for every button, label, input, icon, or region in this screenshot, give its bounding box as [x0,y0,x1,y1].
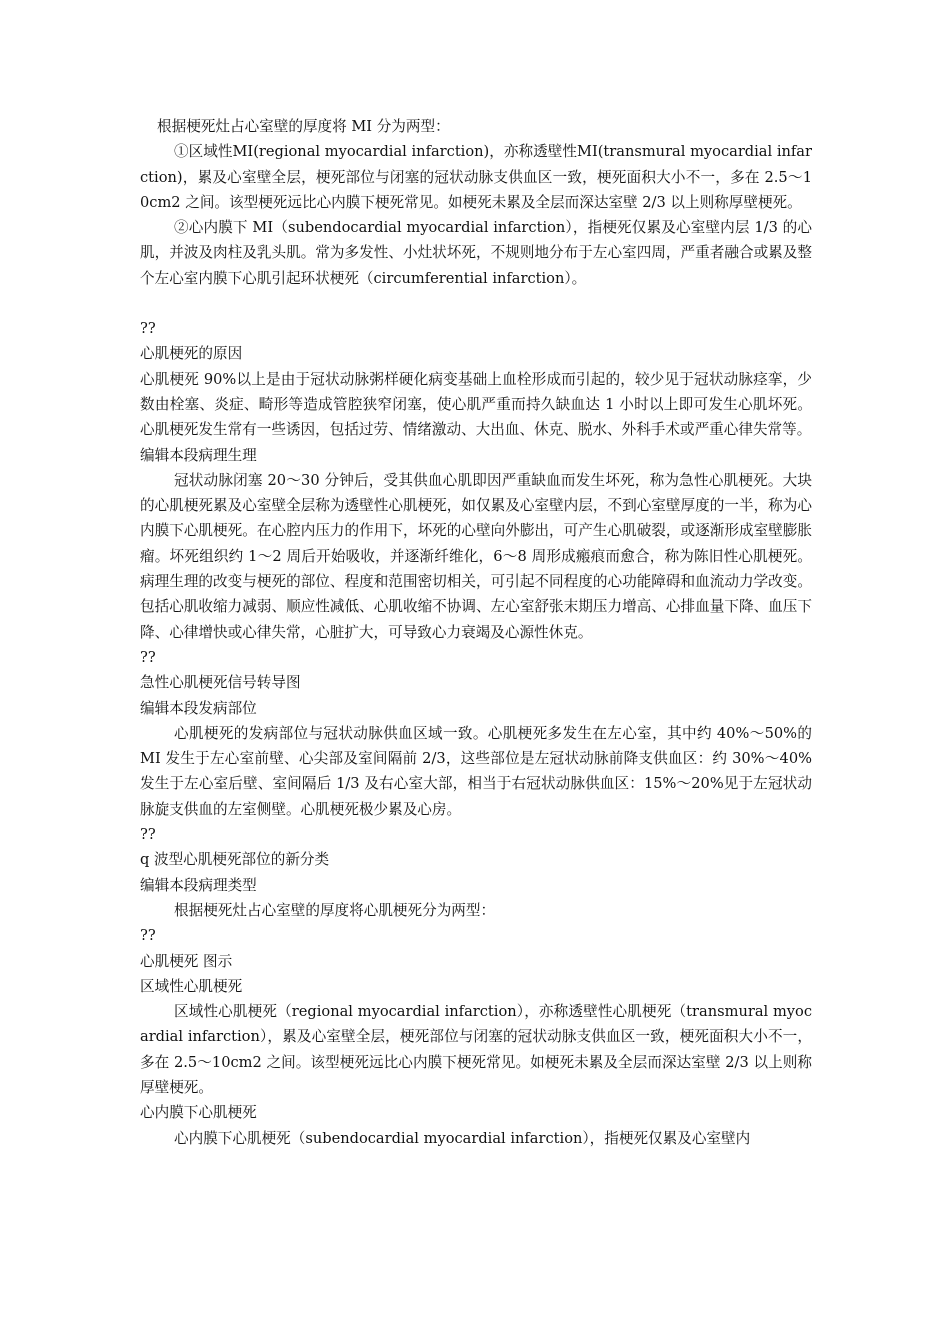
text-line: 区域性心肌梗死 [140,977,243,995]
text-line: 心肌梗死 图示 [140,952,233,970]
text-line: 编辑本段病理类型 [140,876,257,894]
body-paragraph: 冠状动脉闭塞 20～30 分钟后，受其供血心肌即因严重缺血而发生坏死，称为急性心肌梗死。大块的心肌梗死累及心室壁全层称为透壁性心肌梗死，如仅累及心室壁内层，不到心室壁厚度的一半，称为心内膜下心肌梗死。在心腔内压力的作用下，坏死的心壁向外膨出，可产生心肌破裂，或逐渐形成室壁膨胀瘤。坏死组织约 1～2 周后开始吸收，并逐渐纤维化，6～8 周形成瘢痕而愈合，称为陈旧性心肌梗死。病理生理的改变与梗死的部位、程度和范围密切相关，可引起不同程度的心功能障碍和血流动力学改变。包括心肌收缩力减弱、顺应性减低、心肌收缩不协调、左心室舒张末期压力增高、心排血量下降、血压下降、心律增快或心律失常，心脏扩大，可导致心力衰竭及心源性休克。 [140,471,812,641]
body-paragraph: 根据梗死灶占心室壁的厚度将 MI 分为两型： [157,118,450,135]
text-line: 心内膜下心肌梗死 [140,1104,257,1122]
text-line: 心肌梗死的原因 [140,345,243,363]
text-line: ?? [140,927,156,945]
text-line: ?? [140,826,156,844]
body-paragraph: 区域性心肌梗死（regional myocardial infarction），亦称透壁性心肌梗死（transmural myocardial infarction），累及心室壁全层，梗死部位与闭塞的冠状动脉支供血区一致，梗死面积大小不一，多在 2.5～10cm2 之间。该型梗死远比心内膜下梗死常见。如梗死未累及全层而深达室壁 2/3 以上则称厚壁梗死。 [140,1003,812,1096]
body-paragraph: 心内膜下心肌梗死（subendocardial myocardial infarction），指梗死仅累及心室壁内 [174,1129,751,1147]
body-paragraph: ②心内膜下 MI（subendocardial myocardial infarction），指梗死仅累及心室壁内层 1/3 的心肌，并波及肉柱及乳头肌。常为多发性、小灶状坏死，不规则地分布于左心室四周，严重者融合或累及整个左心室内膜下心肌引起环状梗死（circumferential infarction）。 [140,219,812,287]
body-paragraph: 心肌梗死的发病部位与冠状动脉供血区域一致。心肌梗死多发生在左心室，其中约 40%～50%的 MI 发生于左心室前壁、心尖部及室间隔前 2/3，这些部位是左冠状动脉前降支供血区：约 30%～40%发生于左心室后壁、室间隔后 1/3 及右心室大部，相当于右冠状动脉供血区：15%～20%见于左冠状动脉旋支供血的左室侧壁。心肌梗死极少累及心房。 [140,724,812,818]
body-paragraph: ①区域性MI(regional myocardial infarction)，亦称透壁性MI(transmural myocardial infarction)，累及心室壁全层，梗死部位与闭塞的冠状动脉支供血区一致，梗死面积大小不一，多在 2.5～10cm2 之间。该型梗死远比心内膜下梗死常见。如梗死未累及全层而深达室壁 2/3 以上则称厚壁梗死。 [140,143,812,211]
text-line: 编辑本段病理生理 [140,446,257,464]
text-line: 急性心肌梗死信号转导图 [140,674,301,692]
text-line: ?? [140,648,156,666]
document-page [140,114,812,1151]
text-line: 编辑本段发病部位 [140,699,257,717]
body-paragraph: 心肌梗死 90%以上是由于冠状动脉粥样硬化病变基础上血栓形成而引起的，较少见于冠状动脉痉挛，少数由栓塞、炎症、畸形等造成管腔狭窄闭塞，使心肌严重而持久缺血达 1 小时以上即可发生心肌坏死。心肌梗死发生常有一些诱因，包括过劳、情绪激动、大出血、休克、脱水、外科手术或严重心律失常等。 [140,370,812,439]
text-line: ?? [140,320,156,338]
blank-line [140,291,812,316]
text-line: q 波型心肌梗死部位的新分类 [140,851,330,869]
body-paragraph: 根据梗死灶占心室壁的厚度将心肌梗死分为两型： [174,901,496,919]
